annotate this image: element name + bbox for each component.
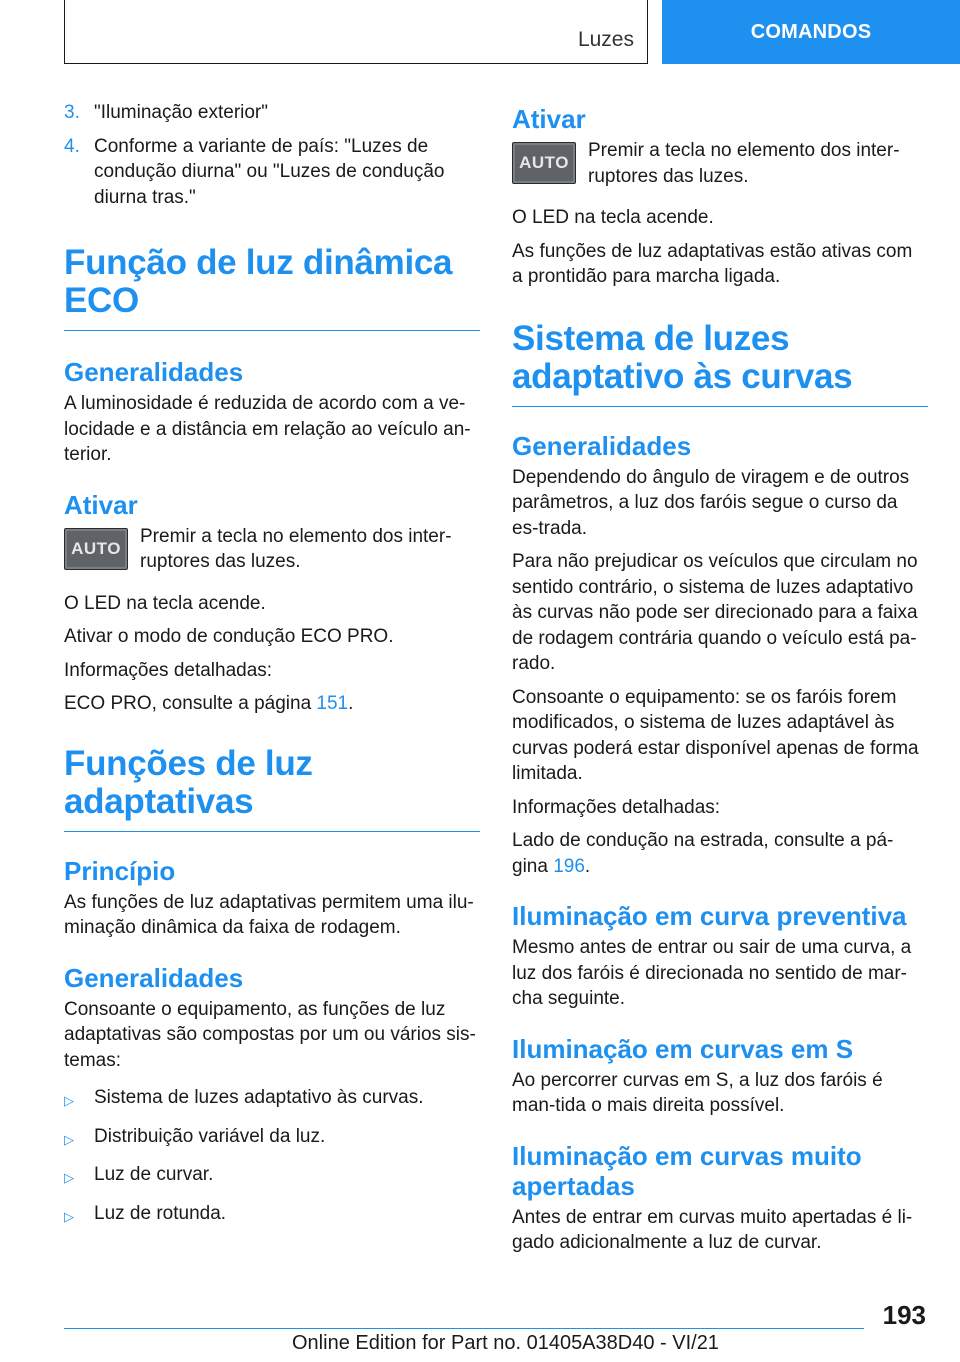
paragraph: Consoante o equipamento, as funções de luz adaptativas são compostas por um ou vários sis-temas: [64, 998, 476, 1071]
reference-end: . [348, 693, 354, 714]
list-item [64, 1162, 480, 1191]
left-column [64, 100, 480, 1239]
list-item [64, 1085, 480, 1114]
list-text: Luz de rotunda. [94, 1202, 227, 1224]
cross-reference [64, 691, 480, 717]
paragraph: Informações detalhadas: [64, 659, 273, 681]
footer-divider [64, 1328, 864, 1329]
subheading-ativar: Ativar [512, 104, 586, 134]
list-item [64, 100, 480, 126]
section-title-curves: Sistema de luzes adaptativo às curvas [512, 320, 928, 407]
auto-instruction [64, 524, 480, 575]
paragraph: A luminosidade é reduzida de acordo com a ve-locidade e a distância em relação ao veículo an-terior. [64, 393, 471, 465]
paragraph: Premir a tecla no elemento dos inter-ruptores das luzes. [588, 140, 900, 187]
section-title-eco: Função de luz dinâmica ECO [64, 244, 480, 331]
subheading-ativar: Ativar [64, 489, 138, 520]
paragraph: Informações detalhadas: [512, 796, 721, 818]
paragraph: O LED na tecla acende. [512, 207, 714, 228]
header-chapter-tab: COMANDOS [662, 0, 960, 64]
list-item [64, 1124, 480, 1153]
footer-edition: Online Edition for Part no. 01405A38D40 - VI/21 [292, 1332, 719, 1354]
list-item [64, 1201, 480, 1230]
auto-instruction [512, 138, 928, 189]
list-number: 3. [64, 102, 80, 123]
reference-text: Lado de condução na estrada, consulte a pá-gina [512, 830, 894, 877]
list-text: Distribuição variável da luz. [94, 1125, 326, 1147]
subheading-tight-curves: Iluminação em curvas muito apertadas [512, 1140, 862, 1201]
subheading-s-curves: Iluminação em curvas em S [512, 1033, 854, 1064]
page-number: 193 [882, 1300, 926, 1330]
paragraph: Ao percorrer curvas em S, a luz dos faróis é man-tida o mais direita possível. [512, 1069, 883, 1116]
paragraph: Antes de entrar em curvas muito apertadas é li-gado adicionalmente a luz de curvar. [512, 1206, 913, 1253]
paragraph: As funções de luz adaptativas permitem uma ilu-minação dinâmica da faixa de rodagem. [64, 891, 474, 938]
auto-button-icon: AUTO [64, 528, 128, 570]
subheading-preventive: Iluminação em curva preventiva [512, 901, 907, 931]
auto-button-icon: AUTO [512, 142, 576, 184]
paragraph: Premir a tecla no elemento dos inter-ruptores das luzes. [140, 525, 452, 572]
section-title-adaptive: Funções de luz adaptativas [64, 745, 480, 832]
list-item [64, 134, 480, 211]
page-link[interactable]: 151 [316, 693, 349, 714]
header-section-title: Luzes [577, 28, 634, 51]
paragraph: Ativar o modo de condução ECO PRO. [64, 626, 394, 647]
right-column [512, 104, 928, 1264]
paragraph: O LED na tecla acende. [64, 592, 266, 614]
bullet-triangle-icon: ▷ [64, 1208, 74, 1224]
reference-end: . [584, 855, 591, 877]
subheading-principio: Princípio [64, 855, 176, 886]
cross-reference [512, 828, 928, 879]
reference-text: ECO PRO, consulte a página [64, 693, 312, 714]
bullet-triangle-icon: ▷ [64, 1093, 74, 1108]
paragraph: As funções de luz adaptativas estão ativas com a prontidão para marcha ligada. [512, 240, 913, 287]
subheading-generalidades: Generalidades [64, 962, 244, 993]
paragraph: Mesmo antes de entrar ou sair de uma curva, a luz dos faróis é direcionada no sentido de mar-cha seguinte. [512, 937, 912, 1009]
paragraph: Para não prejudicar os veículos que circulam no sentido contrário, o sistema de luzes adaptativo às curvas não pode ser direcionado para a faixa de rodagem contrária quando o veículo está pa-rado. [512, 551, 918, 674]
list-text: "Iluminação exterior" [94, 102, 269, 123]
header-frame [64, 0, 648, 64]
list-text: Conforme a variante de país: "Luzes de condução diurna" ou "Luzes de condução diurna tras." [94, 135, 445, 208]
subheading-generalidades: Generalidades [64, 357, 244, 387]
list-text: Luz de curvar. [94, 1164, 214, 1185]
subheading-generalidades: Generalidades [512, 430, 692, 461]
paragraph: Consoante o equipamento: se os faróis forem modificados, o sistema de luzes adaptável às curvas poderá estar disponível apenas de forma limitada. [512, 686, 919, 784]
list-number: 4. [64, 135, 80, 157]
page-link[interactable]: 196 [553, 855, 585, 877]
bullet-triangle-icon: ▷ [64, 1170, 74, 1185]
list-text: Sistema de luzes adaptativo às curvas. [94, 1087, 424, 1108]
bullet-triangle-icon: ▷ [64, 1131, 74, 1147]
paragraph: Dependendo do ângulo de viragem e de outros parâmetros, a luz dos faróis segue o curso da es-trada. [512, 466, 910, 539]
